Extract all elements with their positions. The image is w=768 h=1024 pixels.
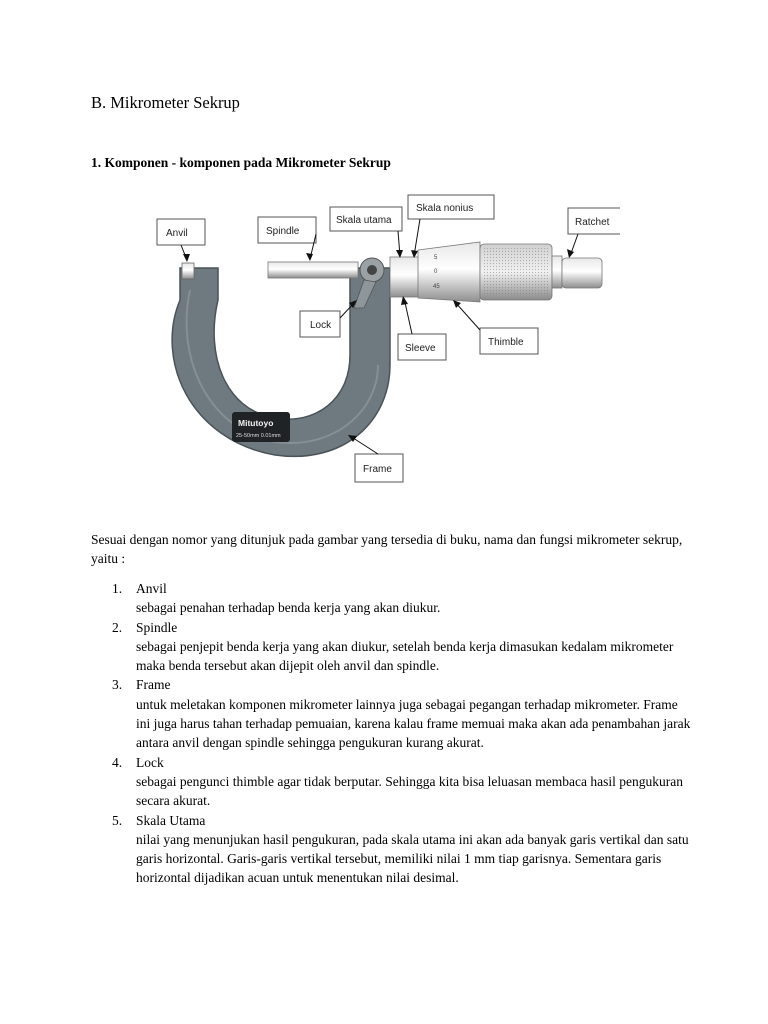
svg-text:Thimble: Thimble: [488, 337, 524, 348]
item-description: sebagai penjepit benda kerja yang akan diukur, setelah benda kerja dimasukan kedalam mikrometer maka benda tersebut akan dijepit oleh anvil dan spindle.: [136, 638, 674, 674]
item-number: 2.: [112, 619, 123, 635]
label-anvil: [157, 219, 205, 262]
label-frame: [348, 435, 403, 482]
spindle-part: [268, 262, 358, 278]
list-item: [91, 579, 691, 618]
svg-text:Frame: Frame: [363, 464, 392, 475]
scale-mark-5: 5: [434, 255, 438, 261]
item-number: 1.: [112, 581, 123, 596]
list-item: [91, 675, 691, 752]
scale-mark-0: 0: [434, 269, 438, 275]
subsection-heading: 1. Komponen - komponen pada Mikrometer Sekrup: [91, 155, 391, 170]
list-item: [91, 618, 691, 676]
anvil-part: [182, 263, 194, 279]
svg-text:Skala utama: Skala utama: [336, 215, 392, 226]
thimble-part: [418, 242, 480, 302]
item-description: sebagai pengunci thimble agar tidak berputar. Sehingga kita bisa leluasan membaca hasil pengukuran secara akurat.: [136, 773, 683, 809]
svg-text:Anvil: Anvil: [166, 228, 188, 239]
section-heading: B. Mikrometer Sekrup: [91, 93, 240, 112]
label-skala-utama: [330, 207, 403, 258]
svg-text:Sleeve: Sleeve: [405, 343, 436, 354]
item-title: Frame: [136, 677, 171, 693]
ratchet-part: [562, 258, 602, 288]
label-thimble: [453, 300, 538, 354]
spec-text: 25-50mm 0.01mm: [236, 433, 281, 439]
list-item: [91, 753, 691, 811]
svg-text:Skala nonius: Skala nonius: [416, 203, 474, 214]
list-item: [91, 811, 691, 888]
scale-mark-45: 45: [433, 284, 440, 290]
item-title: Lock: [136, 754, 164, 770]
label-sleeve: [398, 296, 446, 360]
label-spindle: [258, 217, 316, 261]
item-description: untuk meletakan komponen mikrometer lainnya juga sebagai pegangan terhadap mikrometer. Frame ini juga harus tahan terhadap pemuaian, karena kalau frame memuai maka akan ada penambahan jarak antara anvil dengan spindle sehingga pengukuran kurang akurat.: [136, 696, 691, 751]
intro-paragraph: Sesuai dengan nomor yang ditunjuk pada gambar yang tersedia di buku, nama dan fungsi mikrometer sekrup, yaitu :: [91, 532, 683, 566]
component-list: [91, 579, 691, 888]
micrometer-diagram: [150, 190, 620, 490]
label-lock: [300, 300, 357, 337]
item-title: Spindle: [136, 619, 178, 635]
item-title: Skala Utama: [136, 812, 206, 828]
brand-text: Mitutoyo: [238, 418, 274, 428]
sleeve-part: [390, 257, 420, 297]
svg-text:Lock: Lock: [310, 320, 332, 331]
svg-text:Ratchet: Ratchet: [575, 217, 610, 228]
item-number: 3.: [112, 677, 123, 693]
item-title: Anvil: [136, 581, 167, 596]
item-description: nilai yang menunjukan hasil pengukuran, pada skala utama ini akan ada banyak garis vertikal dan satu garis horizontal. Garis-garis vertikal tersebut, memiliki nilai 1 mm tiap garisnya. Sementara garis horizontal dijadikan acuan untuk menentukan nilai desimal.: [136, 831, 689, 886]
svg-text:Spindle: Spindle: [266, 226, 300, 237]
label-ratchet: [567, 208, 620, 258]
item-number: 5.: [112, 812, 123, 828]
item-number: 4.: [112, 754, 123, 770]
item-description: sebagai penahan terhadap benda kerja yang akan diukur.: [136, 600, 441, 616]
